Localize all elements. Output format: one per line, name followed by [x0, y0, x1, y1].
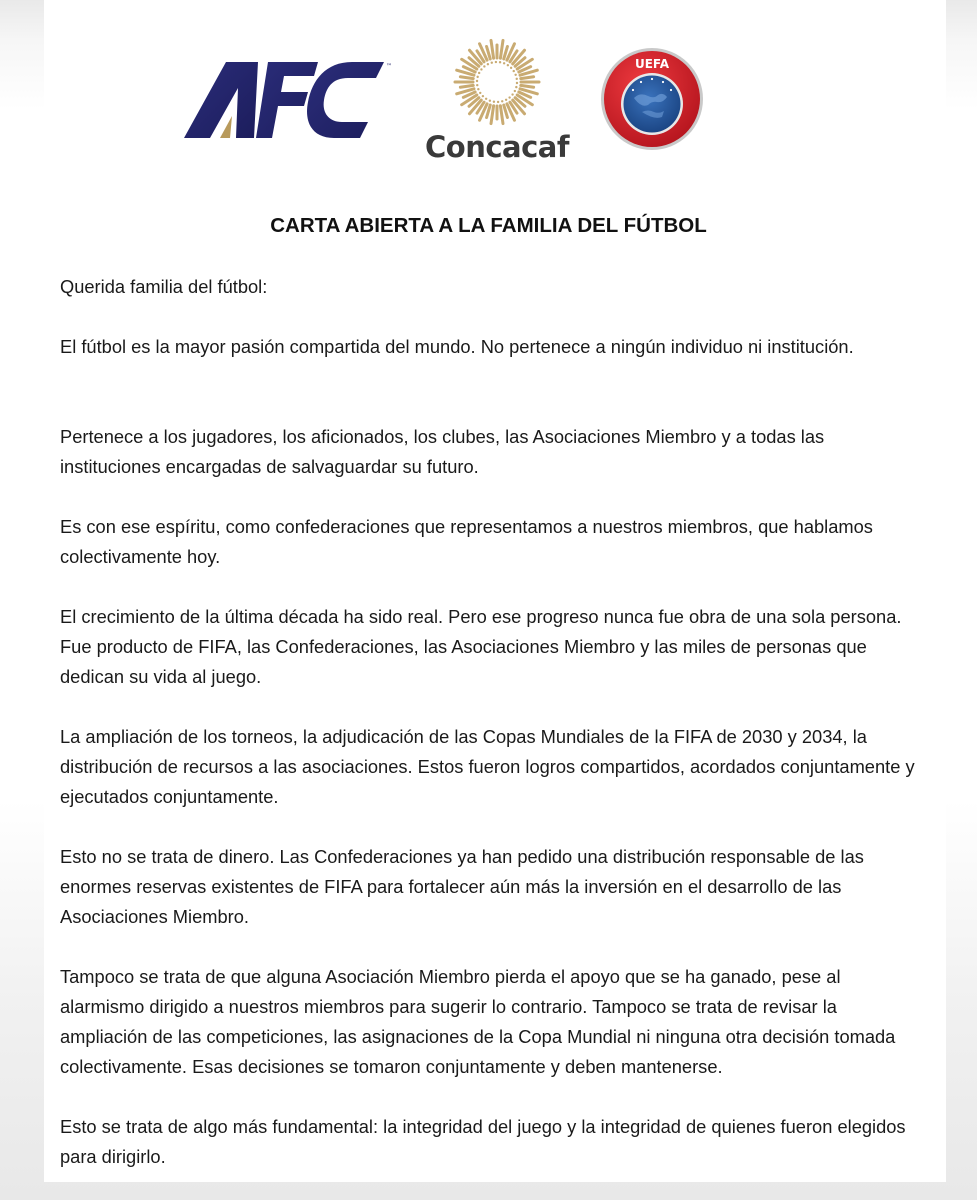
- paragraph-1: El fútbol es la mayor pasión compartida del mundo. No pertenece a ningún individuo ni institución.: [60, 336, 854, 357]
- paragraph-6: Esto no se trata de dinero. Las Confederaciones ya han pedido una distribución responsable de las enormes reservas existentes de FIFA para fortalecer aún más la inversión en el desarrollo de las Asociaciones Miembro.: [60, 846, 864, 927]
- greeting: Querida familia del fútbol:: [60, 276, 268, 297]
- letter-body: [60, 272, 920, 1172]
- uefa-logo: [598, 46, 706, 152]
- paragraph-4: El crecimiento de la última década ha sido real. Pero ese progreso nunca fue obra de una sola persona. Fue producto de FIFA, las Confederaciones, las Asociaciones Miembro y las miles de personas que dedican su vida al juego.: [60, 606, 902, 687]
- paragraph-8: Esto se trata de algo más fundamental: la integridad del juego y la integridad de quienes fueron elegidos para dirigirlo.: [60, 1116, 906, 1167]
- paragraph-2: Pertenece a los jugadores, los aficionados, los clubes, las Asociaciones Miembro y a todas las instituciones encargadas de salvaguardar su futuro.: [60, 426, 825, 477]
- sunburst-icon: [422, 38, 572, 128]
- paragraph-3: Es con ese espíritu, como confederaciones que representamos a nuestros miembros, que hablamos colectivamente hoy.: [60, 516, 873, 567]
- logo-header: [0, 0, 977, 190]
- concacaf-logo: [422, 38, 572, 166]
- concacaf-wordmark: Concacaf: [425, 130, 569, 164]
- svg-text:™: ™: [386, 63, 392, 70]
- paragraph-5: La ampliación de los torneos, la adjudicación de las Copas Mundiales de la FIFA de 2030 y 2034, la distribución de recursos a las asociaciones. Estos fueron logros compartidos, acordados conjuntamente y ejecutados conjuntamente.: [60, 726, 915, 807]
- paragraph-7: Tampoco se trata de que alguna Asociación Miembro pierda el apoyo que se ha ganado, pese al alarmismo dirigido a nuestros miembros para sugerir lo contrario. Tampoco se trata de revisar la ampliación de las competiciones, las asignaciones de la Copa Mundial ni ninguna otra decisión tomada colectivamente. Esas decisiones se tomaron conjuntamente y deben mantenerse.: [60, 966, 896, 1077]
- letter-title: CARTA ABIERTA A LA FAMILIA DEL FÚTBOL: [270, 214, 707, 237]
- afc-logo: [180, 58, 400, 142]
- uefa-wordmark: UEFA: [634, 57, 670, 71]
